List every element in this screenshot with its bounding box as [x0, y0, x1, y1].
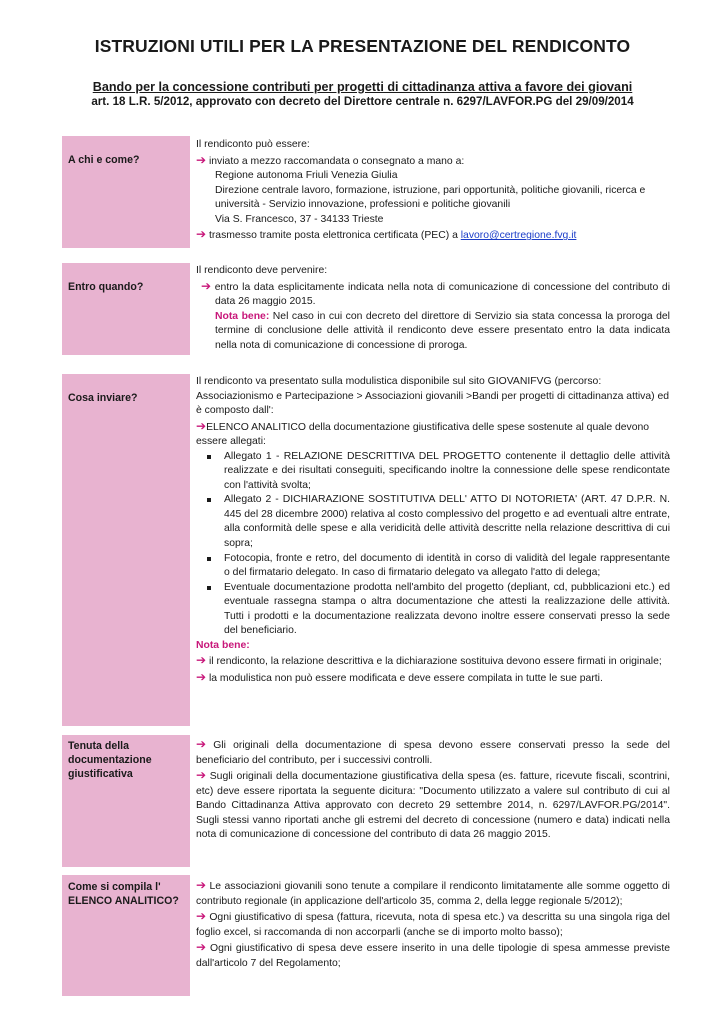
list-item: Allegato 1 - RELAZIONE DESCRITTIVA DEL PROGETTO contenente il dettaglio delle attività realizzate e dei risultati conseguiti, specificando inoltre la connessione delle spese rendicontate con l'attività svolta; — [224, 450, 670, 494]
section-label-chi: A chi e come? — [62, 136, 190, 248]
arrow-icon: ➔ — [196, 909, 207, 924]
tenuta-item-2: ➔ Sugli originali della documentazione giustificativa della spesa (es. fatture, ricevute fiscali, scontrini, etc) deve essere riportata la seguente dicitura: "Documento utilizzato a valere sul contributo di cui al Bando Cittadinanza Attiva approvato con decreto 29 settembre 2014, n. 6297/LAVFOR.PG/2014". Sugli stessi vanno riportati anche gli estremi del decreto di concessione (numero e data) indicati nella nota di comunicazione di concessione del contributo di data 26 maggio 2015. — [196, 768, 670, 841]
list-item: Allegato 2 - DICHIARAZIONE SOSTITUTIVA DELL' ATTO DI NOTORIETA' (ART. 47 D.P.R. N. 445 del 28 dicembre 2000) relativa al costo complessivo del progetto e ad eventuali altre entrate, alla conformità delle spese e alla veridicità delle attività descritte nella relazione descrittiva di cui sopra; — [224, 493, 670, 551]
arrow-icon: ➔ — [196, 669, 207, 684]
arrow-icon: ➔ — [201, 278, 212, 293]
quando-intro: Il rendiconto deve pervenire: — [196, 265, 328, 276]
arrow-icon: ➔ — [196, 878, 207, 892]
chi-address-2: Direzione centrale lavoro, formazione, istruzione, pari opportunità, politiche giovanili, ricerca e università - Servizio innovazione, professioni e politiche giovanili — [215, 184, 646, 211]
list-item: Eventuale documentazione prodotta nell'ambito del progetto (depliant, cd, pubblicazioni etc.) ed eventuale rassegna stampa o altra documentazione che attesti la realizzazione delle attività. Tutti i prodotti e la documentazione realizzata devono inoltre essere conservati presso la sede del beneficiario. — [224, 581, 670, 639]
list-item: Fotocopia, fronte e retro, del documento di identità in corso di validità del legale rappresentante o del firmatario delegato. In caso di firmatario delegato va allegato l'atto di delega; — [224, 552, 670, 581]
subtitle: Bando per la concessione contributi per progetti di cittadinanza attiva a favore dei giovani — [92, 80, 633, 94]
chi-intro: Il rendiconto può essere: — [196, 139, 310, 150]
arrow-icon: ➔ — [196, 418, 207, 433]
section-label-tenuta: Tenuta della documentazione giustificativa — [62, 735, 190, 867]
section-content-quando — [196, 264, 670, 353]
arrow-icon: ➔ — [196, 737, 207, 751]
arrow-icon: ➔ — [196, 653, 207, 668]
chi-address-1: Regione autonoma Friuli Venezia Giulia — [215, 170, 398, 182]
section-label-cosa: Cosa inviare? — [62, 374, 190, 726]
compila-item-3: ➔ Ogni giustificativo di spesa deve essere inserito in una delle tipologie di spesa ammesse previste dall'articolo 7 del Regolamento; — [196, 940, 670, 969]
cosa-intro: Il rendiconto va presentato sulla modulistica disponibile sul sito GIOVANIFVG (percorso: Associazionismo e Partecipazione > Associazioni giovanili >Bandi per progetti di cittadinanza attiva) ed è composto dall': — [196, 376, 670, 417]
pec-email-link[interactable]: lavoro@certregione.fvg.it — [460, 230, 577, 242]
section-content-compila — [196, 878, 670, 971]
section-label-compila: Come si compila l' ELENCO ANALITICO? — [62, 875, 190, 996]
section-content-tenuta — [196, 737, 670, 843]
chi-item-1: ➔ inviato a mezzo raccomandata o consegnato a mano a: — [196, 152, 465, 167]
section-label-quando: Entro quando? — [62, 263, 190, 355]
compila-item-2: ➔ Ogni giustificativo di spesa (fattura, ricevuta, nota di spesa etc.) va descritta su una singola riga del foglio excel, si raccomanda di non accorparli (anche se di importo molto basso); — [196, 909, 670, 938]
arrow-icon: ➔ — [196, 768, 207, 783]
tenuta-item-1: ➔ Gli originali della documentazione di spesa devono essere conservati presso la sede del beneficiario del contributo, per i successivi controlli. — [196, 737, 670, 766]
cosa-note-label: Nota bene: — [196, 639, 250, 651]
page-title: ISTRUZIONI UTILI PER LA PRESENTAZIONE DEL RENDICONTO — [94, 36, 631, 56]
section-content-cosa — [196, 375, 670, 686]
attachments-list — [196, 450, 670, 639]
chi-item-2: ➔ trasmesso tramite posta elettronica certificata (PEC) a lavoro@certregione.fvg.it — [196, 227, 577, 242]
legal-reference: art. 18 L.R. 5/2012, approvato con decreto del Direttore centrale n. 6297/LAVFOR.PG del 29/09/2014 — [91, 95, 634, 108]
section-content-chi — [196, 138, 670, 244]
arrow-icon: ➔ — [196, 152, 207, 167]
quando-item-1: ➔ entro la data esplicitamente indicata nella nota di comunicazione di concessione del contributo di data 26 maggio 2015. — [201, 278, 671, 308]
cosa-note-1: ➔ il rendiconto, la relazione descrittiva e la dichiarazione sostituiva devono essere firmati in originale; — [196, 653, 662, 668]
chi-address-3: Via S. Francesco, 37 - 34133 Trieste — [215, 213, 384, 225]
cosa-note-2: ➔ la modulistica non può essere modificata e deve essere compilata in tutte le sue parti. — [196, 669, 603, 684]
arrow-icon: ➔ — [196, 940, 207, 955]
quando-note: Nota bene: Nel caso in cui con decreto del direttore di Servizio sia stata concessa la proroga del termine di conclusione delle attività il rendiconto deve essere presentato entro la data indicata nella nota di comunicazione di concessione di proroga. — [215, 310, 670, 351]
compila-item-1: ➔ Le associazioni giovanili sono tenute a compilare il rendiconto limitatamente alle somme oggetto di contributo regionale (in applicazione dell'articolo 35, comma 2, della legge regionale 5/2012); — [196, 878, 670, 907]
cosa-item-1: ➔ELENCO ANALITICO della documentazione giustificativa delle spese sostenute al quale devono essere allegati: — [196, 418, 650, 448]
arrow-icon: ➔ — [196, 227, 207, 242]
